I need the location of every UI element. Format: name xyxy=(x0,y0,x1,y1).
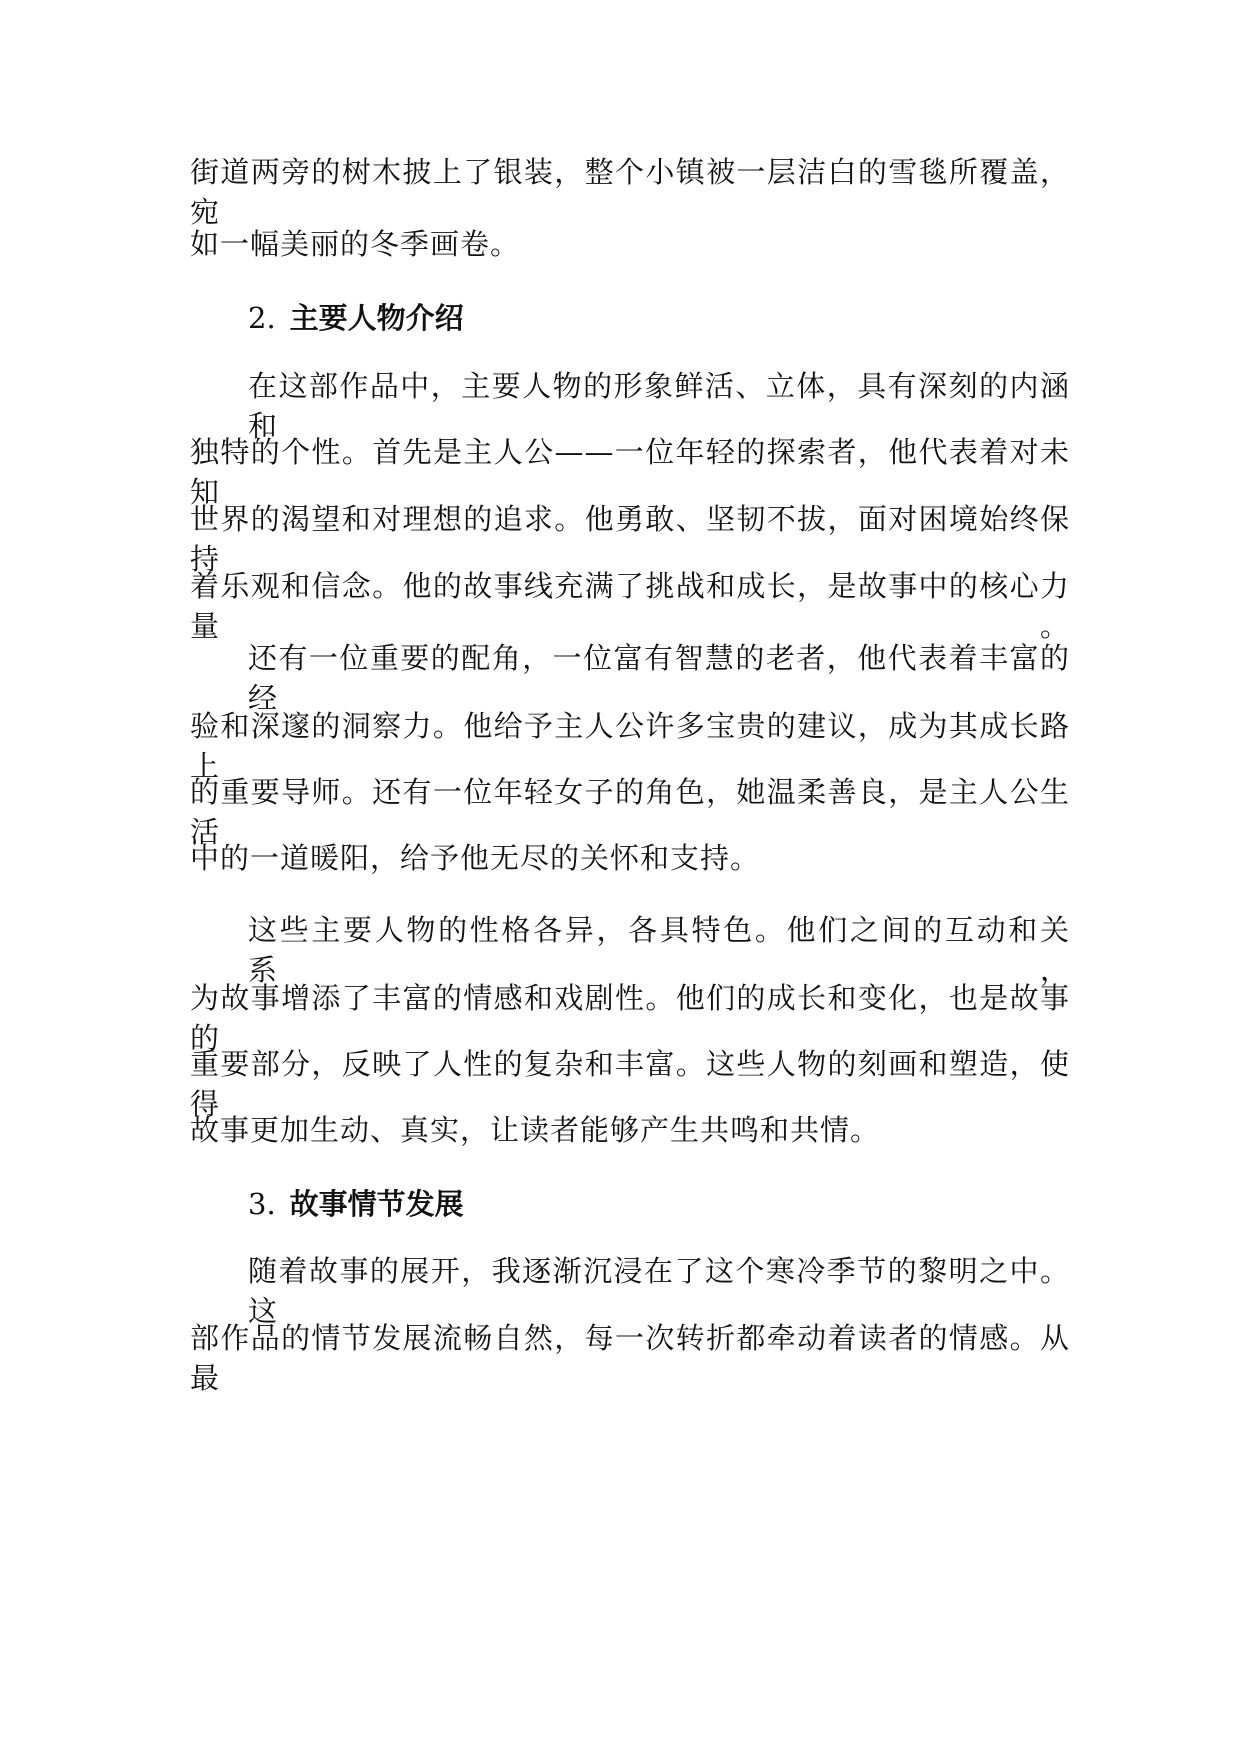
s2-p3-line-4: 故事更加生动、真实，让读者能够产生共鸣和共情。 xyxy=(190,1113,881,1147)
intro-line-1: 街道两旁的树木披上了银装，整个小镇被一层洁白的雪毯所覆盖，宛 xyxy=(190,155,1070,229)
s2-p1-line-2: 独特的个性。首先是主人公——一位年轻的探索者，他代表着对未知 xyxy=(190,435,1070,509)
s2-p1-line-1: 在这部作品中，主要人物的形象鲜活、立体，具有深刻的内涵和 xyxy=(248,369,1070,443)
s2-p3-line-3: 重要部分，反映了人性的复杂和丰富。这些人物的刻画和塑造，使得 xyxy=(190,1047,1070,1121)
s2-p2-line-3: 的重要导师。还有一位年轻女子的角色，她温柔善良，是主人公生活 xyxy=(190,775,1070,849)
intro-line-2: 如一幅美丽的冬季画卷。 xyxy=(190,227,521,261)
section-2-title: 主要人物介绍 xyxy=(289,301,464,335)
s2-p3-line-1: 这些主要人物的性格各异，各具特色。他们之间的互动和关系， xyxy=(248,913,1070,987)
s2-p1-line-4: 着乐观和信念。他的故事线充满了挑战和成长，是故事中的核心力量。 xyxy=(190,569,1070,643)
s3-p1-line-2: 部作品的情节发展流畅自然，每一次转折都牵动着读者的情感。从最 xyxy=(190,1321,1070,1395)
section-2-number: 2. xyxy=(248,301,276,335)
s2-p1-line-3: 世界的渴望和对理想的追求。他勇敢、坚韧不拔，面对困境始终保持 xyxy=(190,502,1070,576)
s2-p2-line-1: 还有一位重要的配角，一位富有智慧的老者，他代表着丰富的经 xyxy=(248,641,1070,715)
s2-p2-line-4: 中的一道暖阳，给予他无尽的关怀和支持。 xyxy=(190,841,761,875)
section-3-heading xyxy=(248,1184,464,1224)
section-3-title: 故事情节发展 xyxy=(289,1187,464,1221)
s3-p1-line-1: 随着故事的展开，我逐渐沉浸在了这个寒冷季节的黎明之中。这 xyxy=(248,1254,1070,1328)
s2-p3-line-2: 为故事增添了丰富的情感和戏剧性。他们的成长和变化，也是故事的 xyxy=(190,981,1070,1055)
section-2-heading xyxy=(248,298,464,338)
section-3-number: 3. xyxy=(248,1187,276,1221)
s2-p2-line-2: 验和深邃的洞察力。他给予主人公许多宝贵的建议，成为其成长路上 xyxy=(190,709,1070,783)
